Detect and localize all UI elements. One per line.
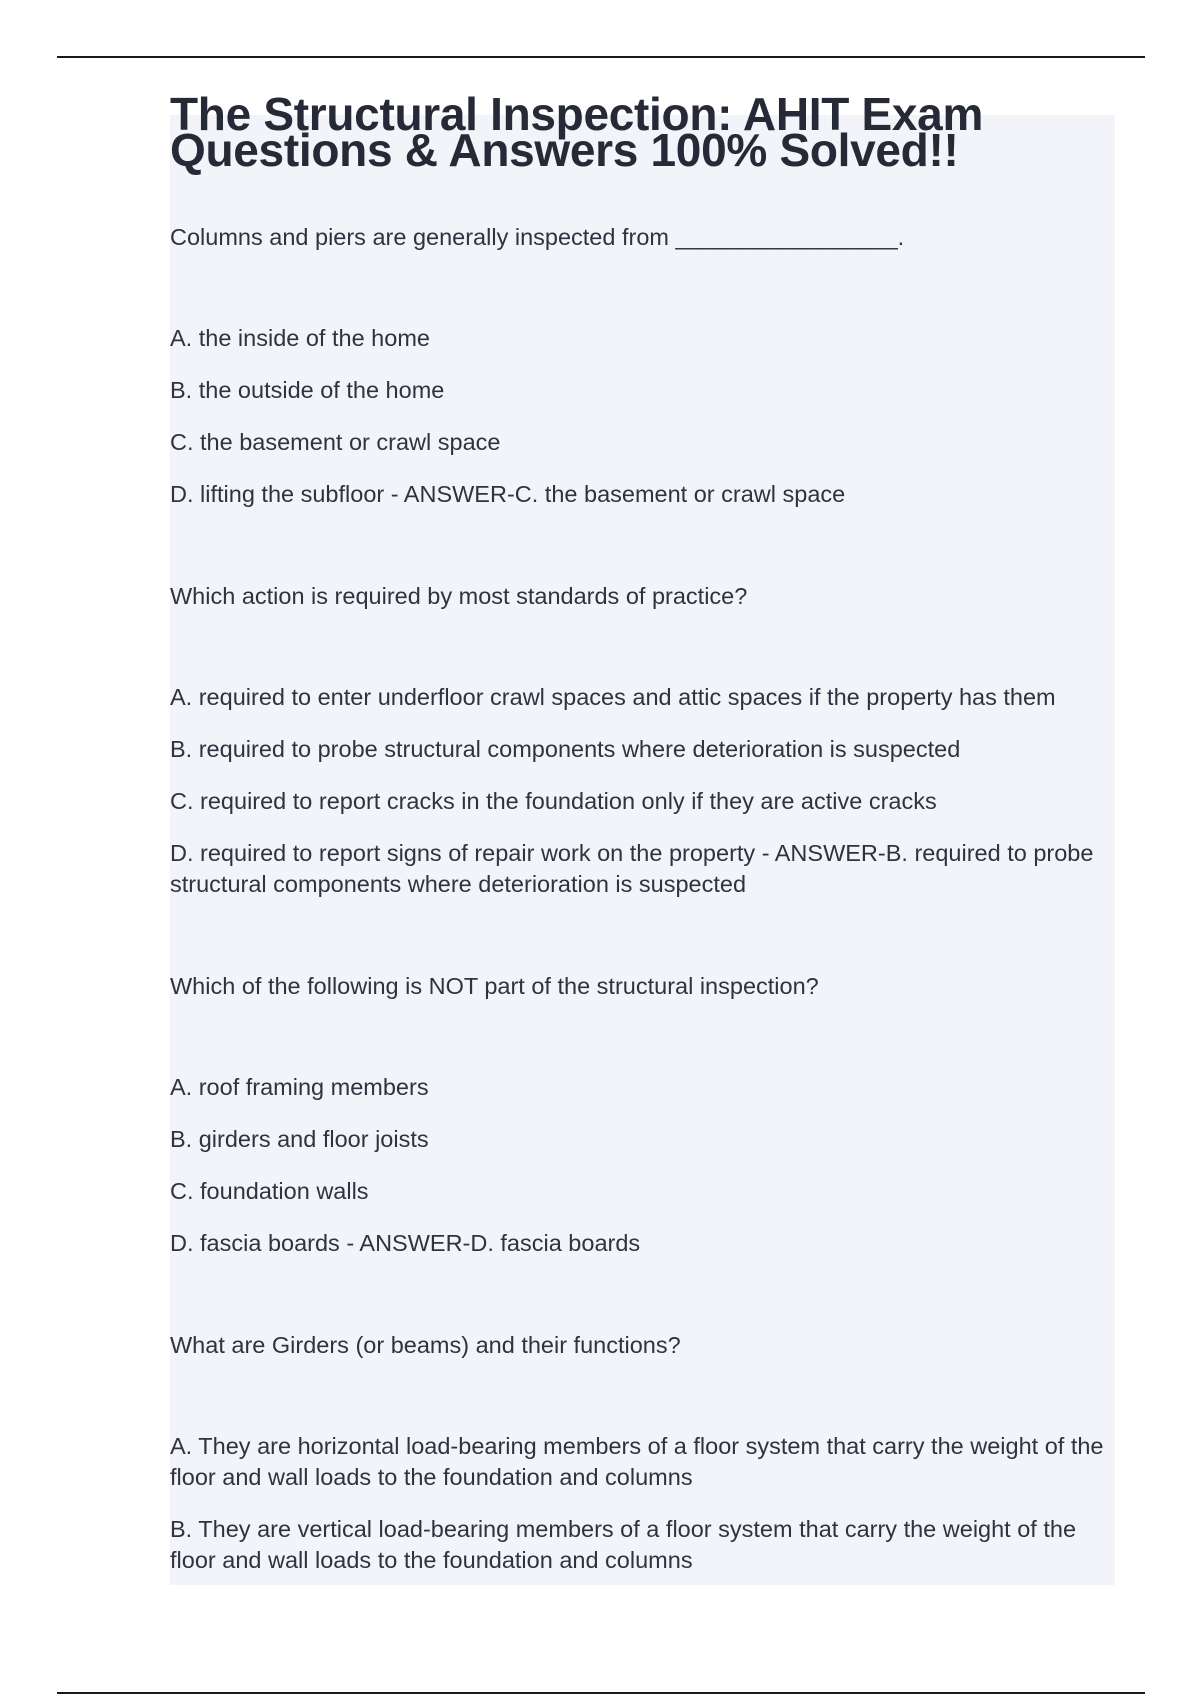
answer-option-d: D. required to report signs of repair work on the property - ANSWER-B. required to probe structural components where deterioration is suspected [170,840,1094,897]
answer-option-d: D. fascia boards - ANSWER-D. fascia boards [170,1230,641,1256]
answer-option-b: B. the outside of the home [170,377,445,403]
document-body [170,222,1115,1576]
answer-option-a: A. They are horizontal load-bearing members of a floor system that carry the weight of the floor and wall loads to the foundation and columns [170,1433,1104,1490]
answer-options [170,1072,1115,1259]
answer-option-c: C. the basement or crawl space [170,429,501,455]
document-title: The Structural Inspection: AHIT Exam Questions & Answers 100% Solved!! [170,88,984,176]
answer-option-b: B. girders and floor joists [170,1126,429,1152]
answer-options [170,1431,1115,1576]
question-stem: Which of the following is NOT part of the structural inspection? [170,973,819,999]
question-1 [170,222,1115,510]
bottom-rule [57,1692,1145,1694]
question-stem: Which action is required by most standards of practice? [170,583,748,609]
question-2 [170,581,1115,900]
question-3 [170,971,1115,1259]
question-4 [170,1330,1115,1576]
answer-option-a: A. required to enter underfloor crawl spaces and attic spaces if the property has them [170,684,1056,710]
question-stem: What are Girders (or beams) and their functions? [170,1332,681,1358]
answer-option-c: C. required to report cracks in the foundation only if they are active cracks [170,788,937,814]
answer-option-a: A. the inside of the home [170,325,430,351]
answer-options [170,323,1115,510]
question-stem: Columns and piers are generally inspected from _________________. [170,224,905,250]
answer-options [170,682,1115,900]
top-rule [57,56,1145,58]
answer-option-d: D. lifting the subfloor - ANSWER-C. the basement or crawl space [170,481,846,507]
answer-option-b: B. required to probe structural components where deterioration is suspected [170,736,961,762]
answer-option-a: A. roof framing members [170,1074,429,1100]
answer-option-c: C. foundation walls [170,1178,369,1204]
answer-option-b: B. They are vertical load-bearing members of a floor system that carry the weight of the floor and wall loads to the foundation and columns [170,1516,1077,1573]
